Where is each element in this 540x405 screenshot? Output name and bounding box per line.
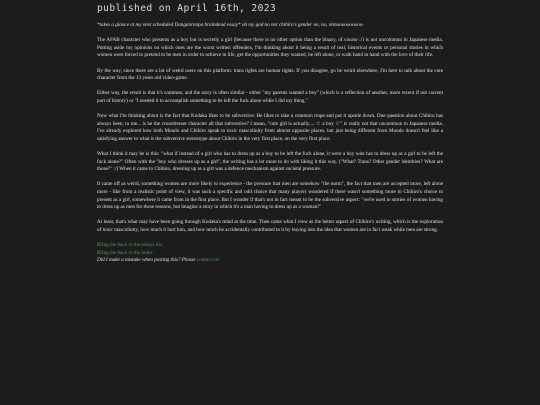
footer-links <box>97 242 443 264</box>
essay-paragraph: Either way, the result is that it's common, and the story is often similar - either "my parents wanted a boy" (which is a reflection of another, more recent if not current part of history) or "I needed it to accomplish something to be left the fuck alone while I did my thing." <box>97 90 443 104</box>
essay-page <box>97 0 443 264</box>
essay-paragraph: At least, that's what may have been going through Kodaka's mind at the time. Then came what I view as the better aspect of Chihiro's writing, which is the exploration of toxic masculinity, how much it hurt him, and how much he accidentally contributed to it by buying into the idea that women are in fact weak while men are strong. <box>97 219 443 234</box>
essay-paragraph: It came off as weird, something women are more likely to experience - the pressure that men are somehow "the norm", the fact that men are accepted more, left alone more - like from a realistic point of view, it was such a specific and odd choice that many players wondered if there wasn't something more to Chihiro's choice to present as a girl, somewhere it came from in the first place. But I wonder if that's not in fact meant to be the subversive aspect: "we're used to stories of women having to dress up as men for these reasons, but imagine a story in which it's a man having to dress up as a woman!" <box>97 181 443 211</box>
mistake-text: Did I make a mistake when posting this? Please <box>97 257 196 264</box>
back-to-essays-link[interactable]: Bring me back to the essays list <box>97 242 163 249</box>
essay-paragraph: The AFAB character who presents as a boy but is secretly a girl (because there is no other option than the binary, of course :/) is not uncommon in Japanese media. Putting aside my opinions on which ones are the worst written offenders, I'm thinking about it being a result of real, historical events or personal stories in which women were forced to pretend to be men in order to achieve in life, get the opportunities they wanted, be left alone, or walk hand in hand with the love of their life. <box>97 37 443 59</box>
back-to-index-link[interactable]: Bring me back to the index <box>97 249 153 256</box>
essay-paragraph: Now what I'm thinking about is the fact that Kodaka likes to be subversive. He likes to take a common trope and put it upside down. One question about Chihiro has always been, to me... is he the crossdresser character all that subversive? I mean, "cute girl is actually.... ☆ a boy ☆" is really not that uncommon in Japanese media. I've already explored how both Mondo and Chihiro speak to toxic masculinity from almost opposite places, but just being different from Mondo doesn't feel like a satisfying answer to what is the subversive stereotype about Chihiro in the very first place, on the very first place. <box>97 113 443 142</box>
essay-body <box>97 22 443 235</box>
essay-paragraph: What I think it may be is this: "what if instead of a girl who has to dress up as a boy to be left the fuck alone, it were a boy who has to dress up as a girl to be left the fuck alone?" Often with the "boy who dresses up as a girl", the writing has a lot more to do with liking it this way. ("What? Trans? Other gender identities? What are those?" :/) When it came to Chihiro, dressing up as a girl was a defence mechanism against societal pressure. <box>97 151 443 173</box>
contact-link[interactable]: contact me. <box>196 257 221 264</box>
published-date: published on April 16th, 2023 <box>97 3 277 14</box>
mistake-notice <box>97 257 443 264</box>
essay-paragraph: By the way, since there are a lot of weird users on this platform: trans rights are human rights. If you disagree, go be weird elsewhere, I'm here to talk about the cute character from the 13 years old video-game. <box>97 67 443 82</box>
essay-intro: *takes a glance at my next scheduled Danganronpa braindead essay* oh my god no not chihiro's gender no, no, nnnoooooooooo- <box>97 22 364 28</box>
